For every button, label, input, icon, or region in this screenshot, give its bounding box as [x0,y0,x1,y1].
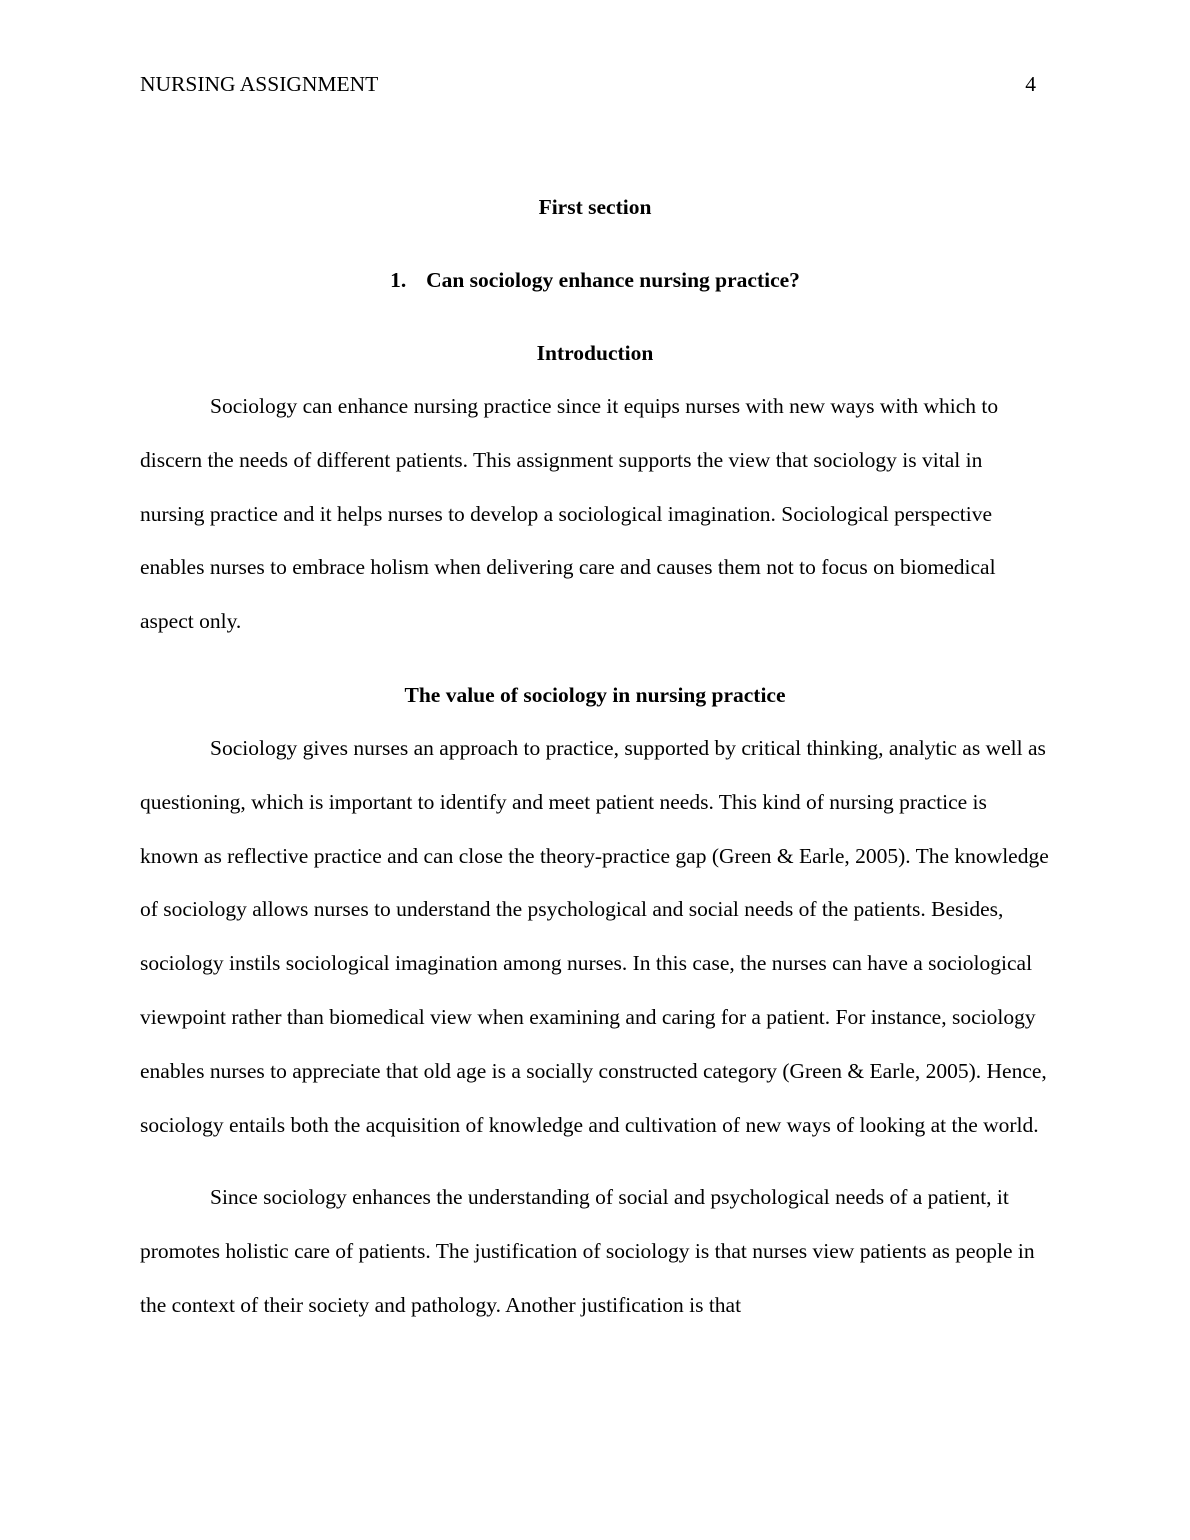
document-body [140,180,1050,1333]
introduction-heading: Introduction [536,341,654,365]
value-heading: The value of sociology in nursing practice [404,682,786,707]
question-text: Can sociology enhance nursing practice? [426,268,800,292]
question-number: 1. [390,268,407,292]
introduction-paragraph: Sociology can enhance nursing practice since it equips nurses with new ways with which to discern the needs of different patients. This assignment supports the view that sociology is vital in nursing practice and it helps nurses to develop a sociological imagination. Sociological perspective enables nurses to embrace holism when delivering care and causes them not to focus on biomedical aspect only. [140,394,999,634]
value-paragraph-1: Sociology gives nurses an approach to practice, supported by critical thinking, analytic as well as questioning, which is important to identify and meet patient needs. This kind of nursing practice is known as reflective practice and can close the theory-practice gap (Green & Earle, 2005). The knowledge of sociology allows nurses to understand the psychological and social needs of the patients. Besides, sociology instils sociological imagination among nurses. In this case, the nurses can have a sociological viewpoint rather than biomedical view when examining and caring for a patient. For instance, sociology enables nurses to appreciate that old age is a socially constructed category (Green & Earle, 2005). Hence, sociology entails both the acquisition of knowledge and cultivation of new ways of looking at the world. [140,735,1049,1137]
running-head-title: NURSING ASSIGNMENT [140,72,379,96]
question-heading [140,253,1050,307]
value-paragraph-2: Since sociology enhances the understanding of social and psychological needs of a patient, it promotes holistic care of patients. The justification of sociology is that nurses view patients as people in the context of their society and pathology. Another justification is that [140,1185,1035,1317]
section-title: First section [538,195,652,219]
page-number: 4 [1025,72,1036,96]
